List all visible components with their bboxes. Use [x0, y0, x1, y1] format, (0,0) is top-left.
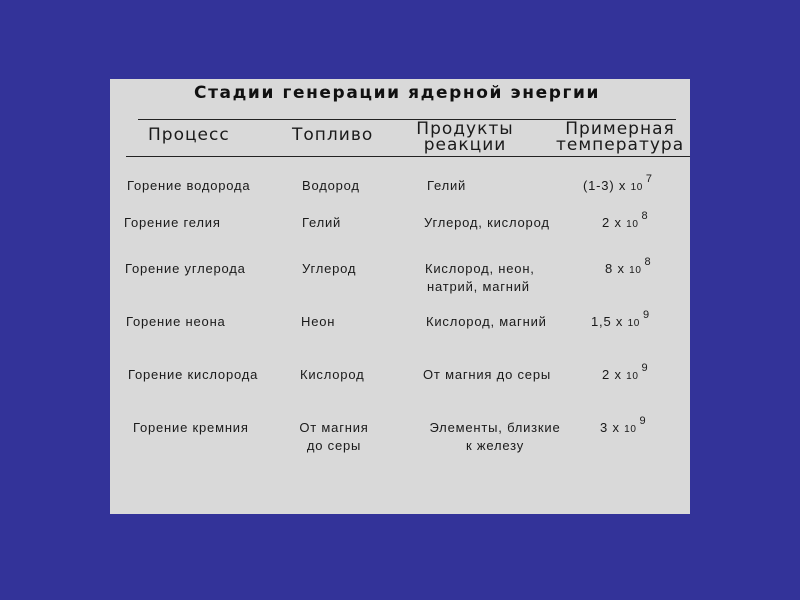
temperature-ten: 10: [626, 219, 639, 230]
process-cell: Горение водорода: [127, 178, 251, 193]
slide-title: Стадии генерации ядерной энергии: [194, 83, 600, 103]
products-line: Элементы, близкие: [429, 420, 561, 435]
header-temperature-line1: Примерная: [565, 119, 675, 139]
header-fuel: Топливо: [292, 125, 374, 145]
header-temperature: [556, 121, 684, 153]
temperature-exponent: 8: [641, 210, 649, 222]
temperature-ten: 10: [626, 371, 639, 382]
temperature-ten: 10: [627, 318, 640, 329]
products-cell: [423, 366, 551, 384]
temperature-cell: [605, 256, 652, 280]
temperature-base: 2 х: [602, 215, 627, 230]
header-products-line2: реакции: [423, 135, 507, 155]
temperature-base: 8 х: [605, 261, 630, 276]
products-cell: [425, 260, 535, 296]
process-cell: Горение гелия: [124, 215, 221, 230]
process-cell: Горение кислорода: [128, 367, 259, 382]
header-products-line1: Продукты: [416, 119, 514, 139]
fuel-cell: [302, 260, 356, 278]
temperature-exponent: 9: [641, 362, 649, 374]
header-bottom-rule: [126, 156, 690, 157]
products-line: Кислород, неон,: [425, 261, 535, 276]
temperature-exponent: 8: [644, 256, 652, 268]
products-line: От магния до серы: [423, 367, 552, 382]
fuel-cell: [300, 366, 364, 384]
products-line: Кислород, магний: [426, 314, 547, 329]
temperature-exponent: 9: [639, 415, 647, 427]
products-cell: [427, 177, 466, 195]
products-cell: [424, 419, 566, 455]
temperature-cell: [583, 173, 653, 197]
fuel-line: От магния: [299, 420, 369, 435]
temperature-ten: 10: [624, 424, 637, 435]
process-cell: Горение кремния: [133, 420, 249, 435]
process-cell: Горение углерода: [125, 261, 246, 276]
temperature-exponent: 9: [642, 309, 650, 321]
process-cell: Горение неона: [126, 314, 226, 329]
products-cell: [426, 313, 547, 331]
temperature-cell: [602, 210, 649, 234]
fuel-cell: [302, 214, 341, 232]
temperature-base: (1-3) х: [583, 178, 631, 193]
fuel-cell: [296, 419, 372, 455]
temperature-cell: [602, 362, 649, 386]
fuel-line: до серы: [306, 438, 362, 453]
fuel-cell: [302, 177, 360, 195]
header-process: Процесс: [148, 125, 230, 145]
products-line: Гелий: [427, 178, 467, 193]
fuel-line: Углерод: [302, 261, 357, 276]
fuel-line: Кислород: [300, 367, 365, 382]
temperature-exponent: 7: [645, 173, 653, 185]
temperature-base: 2 х: [602, 367, 627, 382]
products-line: Углерод, кислород: [424, 215, 550, 230]
temperature-base: 1,5 х: [591, 314, 628, 329]
fuel-cell: [301, 313, 335, 331]
temperature-ten: 10: [630, 182, 643, 193]
header-products: [412, 121, 518, 153]
fuel-line: Водород: [302, 178, 360, 193]
header-temperature-line2: температура: [556, 135, 685, 155]
products-line: к железу: [465, 438, 525, 453]
temperature-cell: [591, 309, 650, 333]
fuel-line: Неон: [301, 314, 336, 329]
temperature-ten: 10: [629, 265, 642, 276]
temperature-cell: [600, 415, 647, 439]
products-line: натрий, магний: [427, 279, 530, 294]
fuel-line: Гелий: [302, 215, 342, 230]
temperature-base: 3 х: [600, 420, 625, 435]
slide-panel: [110, 79, 690, 514]
products-cell: [424, 214, 550, 232]
